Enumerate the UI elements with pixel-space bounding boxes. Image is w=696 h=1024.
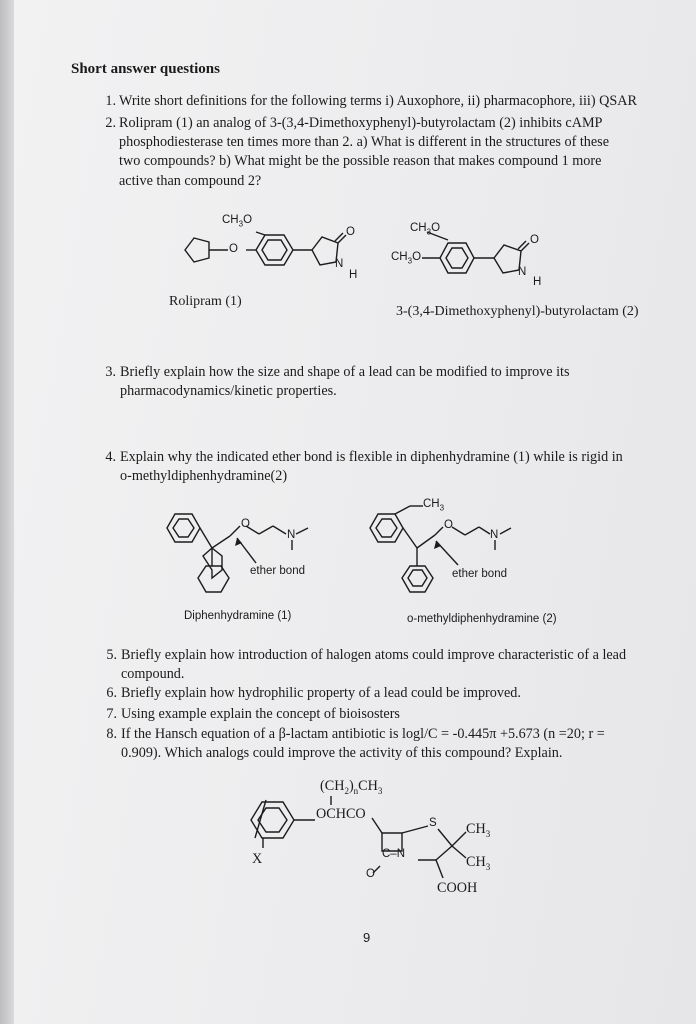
- hydrogen-label: H: [349, 269, 358, 281]
- methoxy-label: $CH_3O$: [410, 222, 441, 237]
- ether-bond-callout: ether bond: [250, 565, 305, 577]
- question-number: 5.: [106, 647, 117, 663]
- alkyl-side-chain-label: $(CH_2)_nCH_3$: [320, 778, 383, 796]
- butyrolactam-caption: 3-(3,4-Dimethoxyphenyl)-butyrolactam (2): [396, 304, 639, 319]
- diphenhydramine-caption: Diphenhydramine (1): [184, 610, 292, 622]
- ether-oxygen-label: O: [229, 243, 238, 255]
- nitrogen-label: N: [287, 529, 296, 541]
- question-number: 4.: [105, 449, 116, 465]
- question-text-line: compound.: [121, 666, 185, 682]
- sulfur-label: S: [429, 817, 437, 829]
- methoxy-label: $CH_3O$: [222, 214, 253, 229]
- question-text-line: Explain why the indicated ether bond is flexible in diphenhydramine (1) while is rigid in: [120, 449, 623, 465]
- ether-oxygen-label: O: [241, 518, 250, 530]
- question-text-line: active than compound 2?: [119, 173, 262, 189]
- question-text-line: Rolipram (1) an analog of 3-(3,4-Dimethoxyphenyl)-butyrolactam (2) inhibits cAMP: [119, 115, 603, 131]
- question-text-line: pharmacodynamics/kinetic properties.: [120, 383, 337, 399]
- question-number: 2.: [105, 115, 116, 131]
- page-number: 9: [363, 930, 371, 945]
- nitrogen-label: N: [335, 258, 344, 270]
- omethyl-caption: o-methyldiphenhydramine (2): [407, 613, 557, 625]
- question-number: 6.: [106, 685, 117, 701]
- carbonyl-oxygen-label: O: [346, 226, 355, 238]
- question-number: 3.: [105, 364, 116, 380]
- question-text-line: o-methyldiphenhydramine(2): [120, 468, 288, 484]
- methoxy-label: $CH_3O$: [391, 251, 422, 266]
- question-number: 1.: [105, 93, 116, 109]
- question-text-line: If the Hansch equation of a β-lactam antibiotic is logl/C = -0.445π +5.673 (n =20; r =: [121, 726, 605, 742]
- methyl-label: $CH_3$: [466, 821, 491, 839]
- methyl-label: $CH_3$: [423, 498, 445, 513]
- carbonyl-oxygen-label: O: [530, 234, 539, 246]
- substituent-x-label: X: [252, 851, 263, 867]
- carbonyl-oxygen-label: O: [366, 868, 375, 880]
- hydrogen-label: H: [533, 276, 542, 288]
- ester-linker-label: OCHCO: [316, 806, 366, 822]
- ether-oxygen-label: O: [444, 519, 453, 531]
- question-text-line: phosphodiesterase ten times more than 2. a) What is different in the structures of these: [119, 134, 609, 150]
- nitrogen-label: N: [518, 266, 527, 278]
- question-text-line: Briefly explain how introduction of halogen atoms could improve characteristic of a lead: [121, 647, 627, 663]
- question-text: Briefly explain how hydrophilic property of a lead could be improved.: [121, 685, 521, 701]
- amide-cn-label: C–N: [382, 848, 406, 860]
- question-text-line: two compounds? b) What might be the possible reason that makes compound 1 more: [119, 153, 602, 169]
- rolipram-caption: Rolipram (1): [169, 294, 242, 309]
- question-number: 7.: [106, 706, 117, 722]
- question-text-line: Briefly explain how the size and shape of a lead can be modified to improve its: [120, 364, 570, 380]
- question-number: 8.: [106, 726, 117, 742]
- ether-bond-callout: ether bond: [452, 568, 507, 580]
- question-text-line: 0.909). Which analogs could improve the activity of this compound? Explain.: [121, 745, 563, 761]
- nitrogen-label: N: [490, 529, 499, 541]
- question-text: Write short definitions for the following terms i) Auxophore, ii) pharmacophore, iii) QSAR: [119, 93, 637, 109]
- carboxylic-acid-label: COOH: [437, 880, 478, 896]
- question-text: Using example explain the concept of bioisosters: [121, 706, 400, 722]
- methyl-label: $CH_3$: [466, 854, 491, 872]
- section-heading: Short answer questions: [71, 61, 220, 77]
